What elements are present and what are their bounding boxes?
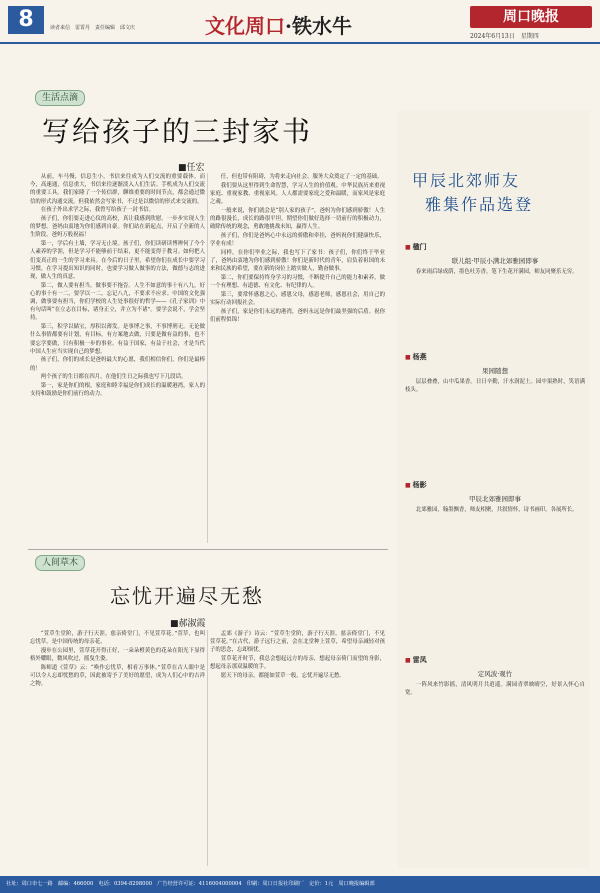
paragraph: 我们要从这里得到生命智慧，学习人生的价值观。中华民族历来重视家庭、重视家教、重视家风。人人都需要家庭之爱和温暖，而家风是家庭之魂。	[210, 182, 385, 206]
poetry-section-label: ■ 雷凤	[405, 655, 427, 665]
paragraph: 第三，积学以储宝，厚积以薄发。是事博之事，不事博刑无。无论做什么事情都要有计划，有目标，有方案地去做，只要是做有益的事，也不要忘学要做，只有积极一步的事业。有益于国家，有益于社会，才是当代中国人生应当实现自己的梦想。	[30, 324, 205, 355]
column-name-sub: 铁水牛	[291, 14, 352, 38]
article-divider	[28, 549, 388, 550]
poem-body	[405, 506, 585, 514]
article2-column-1	[30, 630, 205, 866]
poetry-section-label: ■ 杨燕	[405, 352, 427, 362]
paragraph: 同样，在你们毕业之际，我也写下了家书：孩子们，你们终于毕业了，爸妈由衷地为你们感到骄傲！你们是新时代的青年，肩负着祖国的未来和民族的希望，要在新的岗位上踏实做人，勤奋做事。	[210, 249, 385, 273]
article2-column-2	[210, 630, 385, 866]
column-divider	[207, 173, 208, 543]
poem-title: 果园随想	[482, 367, 508, 375]
paragraph: 孩子们，你们的成长是爸妈最大的心愿，我们相信你们，你们是最棒的！	[30, 357, 205, 372]
paragraph: 第一，家是你们的根，家庭和睦幸福是你们成长的温暖港湾，家人的支持和鼓励是你们前行的动力。	[30, 383, 205, 398]
paragraph: 第三，要常怀感恩之心，感恩父母，感恩老师，感恩社会，用自己的实际行动回报社会。	[210, 291, 385, 307]
newspaper-logo: 周口晚报	[470, 6, 592, 28]
article1-column-1	[30, 173, 205, 543]
paragraph: 愿天下的母亲，都能如萱草一般，忘忧开遍尽无愁。	[220, 673, 345, 680]
paragraph: 第二，你们要保持终身学习的习惯，不断提升自己的能力和素养，做一个有理想、有道德、有文化、有纪律的人。	[210, 274, 385, 290]
footer-info: 社址：周口市七一路 邮编：466000 电话：0394-8298000 广告经营许可证：4116004000004 印刷：周口日报社印刷厂 定价：1元 周口晚报编辑部	[0, 876, 600, 893]
article2-author: ■郝淑霞	[170, 619, 206, 629]
poetry-section-label: ■ 楹门	[405, 242, 427, 252]
column-name-main: 文化周口	[205, 14, 285, 38]
section-tag-plants: 人间草木	[35, 555, 85, 571]
poem-text: 一阵风来竹影摇，清风明月共逍遥。满园青翠映晴空，好景入怀心自宽。	[405, 682, 585, 696]
column-name	[205, 10, 352, 39]
staff-credits: 读者来信 雷霄丹 责任编辑 邱文庆	[50, 25, 136, 31]
section-tag-life: 生活点滴	[35, 90, 85, 106]
paragraph: 孟郊《游子》诗云：“萱草生堂阶，游子行天涯。慈亲倚堂门，不见萱草花。”在古代，游子远行之前，会在北堂种上萱草，希望母亲减轻对孩子的思念，忘却烦忧。	[210, 631, 385, 654]
poetry-panel-title-line1: 甲辰北郊师友	[412, 171, 521, 190]
paragraph: 孩子们，家是你们永远的港湾，爸妈永远是你们最坚强的后盾。祝你们前程似锦！	[210, 308, 385, 323]
page-number: 8	[8, 6, 44, 34]
paragraph: 在孩子外出求学之际，我曾写给孩子一封书信。	[40, 207, 155, 214]
column-divider	[207, 630, 208, 866]
paragraph: 一般来说，你们就会是“别人家的孩子”，爸妈为你们感到骄傲！人生的路很漫长，成长的路很平坦，期望你们做好选择一切前行的积极动力，破除传统的观念，勇敢地挑战未知，赢得人生。	[210, 207, 385, 231]
poetry-section-label: ■ 杨影	[405, 480, 427, 490]
poem-text: 层层叠叠，山中瓜果香。日日辛勤，汗水润泥土。园中果熟时，笑语满枝头。	[405, 379, 585, 393]
paragraph: 第一，学后有土墙，学习无止境。孩子们，你们读研读博辨何了今个人素养的学涯，但是学习不能够前于结束，更不能变得于教习。如何把人们变真正的一生的学习来具。在今后的日子里，希望你们在成长中要学习习惯，在学习提出知识的同时，也要学习做人做事的方法，做德与志的进现，做人生的真意。	[30, 241, 205, 280]
paragraph: 第二，做人要有担当，做事要不拖沓。人生不如意的事十有八九，好心的事十有一二，要学以一二，忘记八九，不要求不应求。中国的文化强调，做事要有担当，你们学校的人生处事很好的哲学——《孔子家训》中有句话叫“在立志在目标，诸身正立，并立为不诸”。要学会说不，学会坚持。	[30, 282, 205, 322]
poem-body	[405, 378, 585, 394]
article1-title: 写给孩子的三封家书	[42, 115, 313, 148]
article1-author: ■任宏	[178, 163, 205, 173]
poem-title: 联儿组·甲辰小满北郊雅园即事	[451, 257, 539, 265]
paragraph: “萱草生堂阶，游子行天涯。慈亲倚堂门，不见萱草花。”萱草，也叫忘忧草，是中国传统的母亲花。	[30, 631, 205, 646]
paragraph: 孩子们，你们要走进心仪的高校，真让我感到欣慰。一步步实现人生的梦想。爸妈由衷地为你们感到自豪。你们站在新起点，开启了全新的人生阶段，爸妈万般祝福！	[30, 216, 205, 239]
poem-text: 春来雨后绿成荫，墨色吐芳香。笔下生花开满园，师友同聚乐无穷。	[415, 269, 578, 275]
poem-title: 甲辰北郊雅园即事	[469, 495, 521, 503]
header-divider	[0, 42, 600, 44]
issue-date: 2024年6月13日 星期四	[470, 33, 539, 40]
paragraph: 陈师道《萱草》云：“唤作忘忧草，相看万事休。”萱草在古人眼中是可以令人忘却忧愁的草，因此被寄予了美好的愿望，成为人们心中的吉祥之物。	[30, 664, 205, 688]
poem-body	[405, 268, 585, 276]
poem-body	[405, 681, 585, 697]
article1-column-2	[210, 173, 385, 543]
paragraph: 漫步在公园里，萱草花开得正好，一朵朵橙黄色的花朵在阳光下显得格外耀眼，微风吹过，摇曳生姿。	[30, 647, 205, 663]
poem-text: 北郊雅园，翰墨飘香，师友相聚，共叙情怀，诗书画印，各展所长。	[415, 507, 578, 513]
poetry-panel	[398, 110, 590, 868]
paragraph: 孩子们，你们是爸妈心中永远的骄傲和牵挂，爸妈祝你们健康快乐，学业有成！	[210, 232, 385, 248]
article2-title: 忘忧开遍尽无愁	[110, 584, 264, 608]
paragraph: 两个孩子的生日都在四月，在他们生日之际我也写下几段话。	[40, 374, 187, 381]
paragraph: 任，但也带有阻碍，为将来走向社会、服务大众奠定了一定的基础。	[220, 174, 383, 180]
paragraph: 从前，车马慢，信息生小，书信来往成为人们交流的重要载体。而今，高速通，信息重大，书信来往逐渐淡入人们生活。手机成为人们交流的重要工具。我们家隆了一个传信群，聊维重要的时间节点，都会通过微信的形式沟通交流。但我依然会写家书，不过是以微信的形式来交流的。	[30, 174, 205, 205]
poem-title: 定风波·观竹	[477, 670, 513, 678]
column-name-separator: ·	[285, 14, 292, 38]
paragraph: 萱草花开时节，我总会想起远方的母亲，想起母亲倚门而望的身影，想起母亲那双温暖的手。	[210, 656, 385, 671]
poetry-panel-title-line2: 雅集作品选登	[425, 195, 534, 214]
